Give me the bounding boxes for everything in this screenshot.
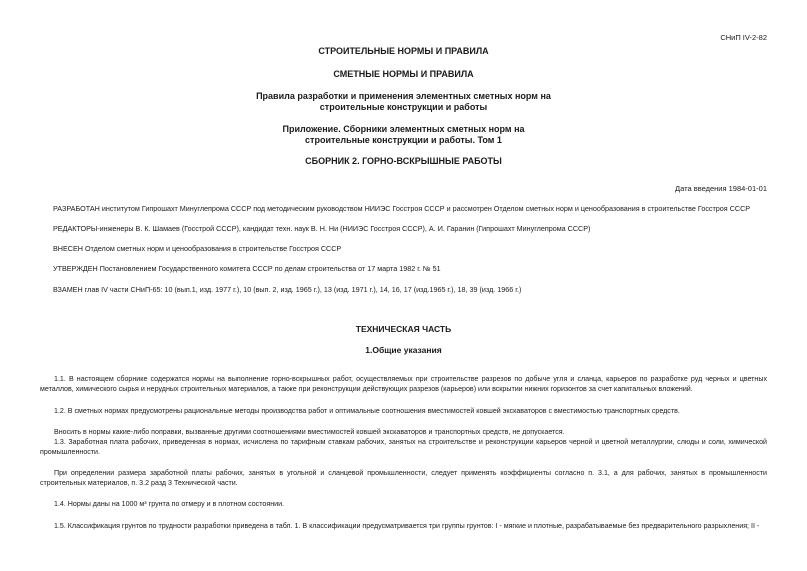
paragraph-1-2-note: Вносить в нормы какие-либо поправки, вызванные другими соотношениями вместимостей ковшей экскаваторов и транспортных средств, не допускается. — [54, 428, 565, 436]
title-rules-text: Правила разработки и применения элементных сметных норм на строительные конструкции и работы — [256, 91, 551, 112]
meta-developed: РАЗРАБОТАН институтом Гипрошахт Минуглепрома СССР под методическим руководством НИИЭС Госстроя СССР и рассмотрен Отделом сметных норм и ценообразования в строительстве Госстроя СССР — [53, 204, 751, 213]
paragraph-1-4: 1.4. Нормы даны на 1000 м³ грунта по отмеру и в плотном состоянии. — [54, 500, 285, 508]
section-subtitle: 1.Общие указания — [365, 345, 442, 355]
title-estimate-norms: СМЕТНЫЕ НОРМЫ И ПРАВИЛА — [333, 69, 474, 79]
title-rules — [0, 91, 807, 113]
meta-approved: УТВЕРЖДЕН Постановлением Государственного комитета СССР по делам строительства от 17 марта 1982 г. № 51 — [53, 264, 441, 273]
paragraph-1-1: 1.1. В настоящем сборнике содержатся нормы на выполнение горно-вскрышных работ, осуществляемых при строительстве разрезов по добыче угля и сланца, карьеров по разработке руд черных и цветных металлов, химического сырья и нерудных строительных материалов, а также при реконструкции действующих разрезов (карьеров) или вскрытии нижних горизонтов за счет капитальных вложений. — [40, 375, 767, 393]
meta-editors: РЕДАКТОРЫ-инженеры В. К. Шамаев (Госстрой СССР), кандидат техн. наук В. Н. Ни (НИИЭС Госстроя СССР), А. И. Гаранин (Гипрошахт Минуглепрома СССР) — [53, 224, 591, 233]
meta-introduced: ВНЕСЕН Отделом сметных норм и ценообразования в строительстве Госстроя СССР — [53, 244, 342, 253]
title-collection: СБОРНИК 2. ГОРНО-ВСКРЫШНЫЕ РАБОТЫ — [305, 156, 502, 166]
meta-replaces: ВЗАМЕН глав IV части СНиП-65: 10 (вып.1, изд. 1977 г.), 10 (вып. 2, изд. 1965 г.), 13 (изд. 1971 г.), 14, 16, 17 (изд.1965 г.), 18, 39 (изд. 1966 г.) — [53, 285, 522, 294]
paragraph-1-5: 1.5. Классификация грунтов по трудности разработки приведена в табл. 1. В классификации предусматривается три группы грунтов: I - мягкие и плотные, разрабатываемые без предварительного разрыхления; II - — [54, 522, 760, 530]
section-title: ТЕХНИЧЕСКАЯ ЧАСТЬ — [355, 324, 452, 334]
title-building-norms: СТРОИТЕЛЬНЫЕ НОРМЫ И ПРАВИЛА — [318, 46, 489, 56]
title-appendix-text: Приложение. Сборники элементных сметных норм на строительные конструкции и работы. Том 1 — [282, 124, 525, 145]
title-appendix — [0, 124, 807, 146]
paragraph-1-2: 1.2. В сметных нормах предусмотрены рациональные методы производства работ и оптимальные соотношения вместимостей ковшей экскаваторов с вместимостью транспортных средств. — [54, 407, 680, 415]
paragraph-1-3-note: При определении размера заработной платы рабочих, занятых в угольной и сланцевой промышленности, следует применять коэффициенты согласно п. 3.1, а для рабочих, занятых в промышленности строительных материалов, п. 3.2 разд 3 Технической части. — [40, 469, 767, 487]
date-of-introduction: Дата введения 1984-01-01 — [675, 184, 767, 193]
paragraph-1-3: 1.3. Заработная плата рабочих, приведенная в нормах, исчислена по тарифным ставкам рабочих, занятых на строительстве и реконструкции карьеров черной и цветной металлургии, слюды и соли, химической промышленности. — [40, 438, 767, 456]
document-code: СНиП IV-2-82 — [720, 33, 767, 42]
